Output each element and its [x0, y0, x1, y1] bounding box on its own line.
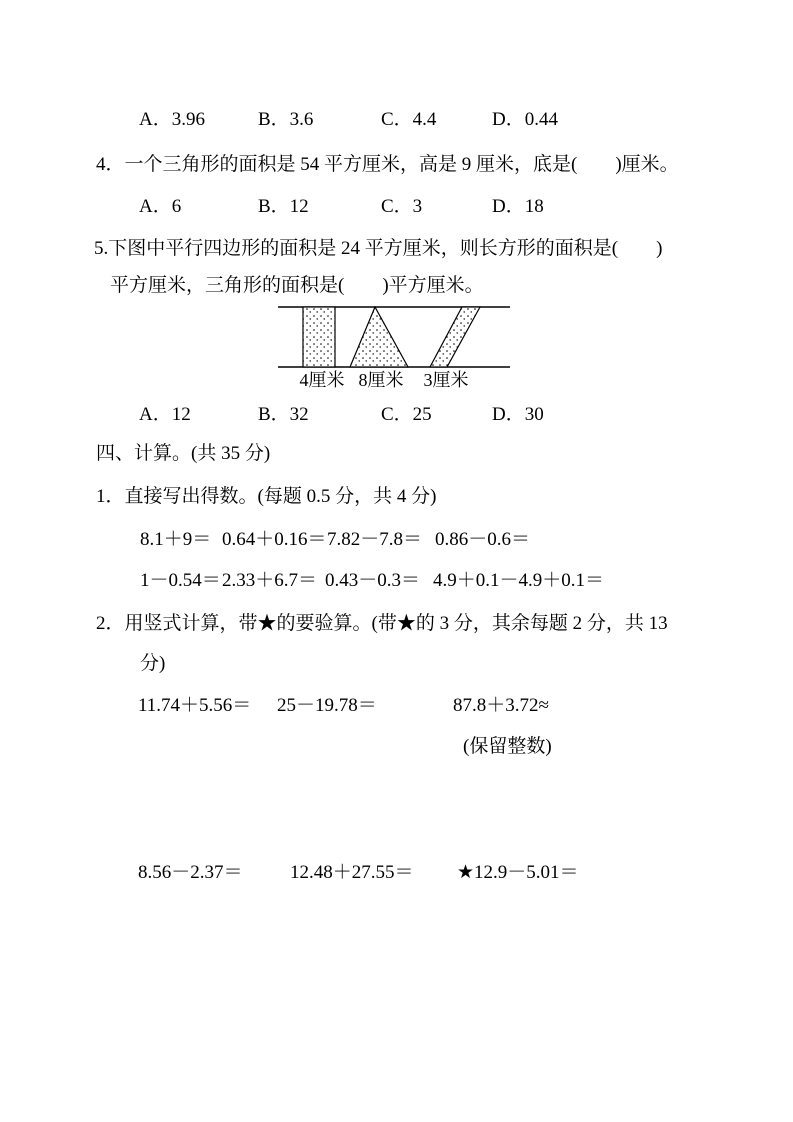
mental-math-row-1	[0, 524, 793, 548]
q5-options-row	[0, 399, 793, 423]
q5-option-b: B．32	[258, 404, 309, 425]
q5-figure	[270, 300, 520, 395]
q4-option-c: C．3	[381, 196, 423, 217]
expression: 0.64＋0.16＝	[222, 529, 327, 550]
calc-item2-title-line2: 分)	[140, 653, 166, 674]
q3-option-c: C．4.4	[381, 109, 437, 130]
q5-option-d: D．30	[492, 404, 544, 425]
question-5-line2: 平方厘米，三角形的面积是( )平方厘米。	[110, 275, 484, 296]
expression: 7.82－7.8＝	[327, 529, 423, 550]
expression: 1－0.54＝	[140, 570, 221, 591]
vertical-calc-row-2	[0, 857, 793, 881]
triangle-shape	[350, 307, 408, 367]
expression: 12.48＋27.55＝	[290, 862, 414, 883]
q3-option-b: B．3.6	[258, 109, 314, 130]
q4-options-row	[0, 191, 793, 215]
expression: 8.56－2.37＝	[138, 862, 243, 883]
expression: 2.33＋6.7＝	[222, 570, 318, 591]
mental-math-row-2	[0, 565, 793, 589]
expression: 11.74＋5.56＝	[138, 695, 252, 716]
parallelogram-shape	[430, 307, 480, 367]
q3-options-row	[0, 104, 793, 128]
q3-option-d: D．0.44	[492, 109, 558, 130]
triangle-base-label: 8厘米	[358, 370, 404, 390]
question-4-text: 4．一个三角形的面积是 54 平方厘米，高是 9 厘米，底是( )厘米。	[96, 154, 679, 175]
vertical-calc-row-1	[0, 690, 793, 714]
round-to-integer-note: (保留整数)	[463, 736, 552, 757]
q5-option-a: A．12	[139, 404, 191, 425]
question-5-line1: 5.下图中平行四边形的面积是 24 平方厘米，则长方形的面积是( )	[94, 238, 663, 259]
expression: 87.8＋3.72≈	[453, 695, 549, 716]
q3-option-a: A．3.96	[139, 109, 205, 130]
section-4-title: 四、计算。(共 35 分)	[96, 443, 271, 464]
expression: 0.43－0.3＝	[325, 570, 421, 591]
rectangle-shape	[303, 307, 335, 367]
q4-option-b: B．12	[258, 196, 309, 217]
rectangle-base-label: 4厘米	[299, 370, 345, 390]
starred-expression: ★12.9－5.01＝	[457, 862, 579, 883]
q4-option-d: D．18	[492, 196, 544, 217]
parallelogram-base-label: 3厘米	[423, 370, 469, 390]
expression: 8.1＋9＝	[140, 529, 212, 550]
calc-item2-title-line1: 2．用竖式计算，带★的要验算。(带★的 3 分，其余每题 2 分，共 13	[96, 613, 668, 634]
calc-item1-title: 1．直接写出得数。(每题 0.5 分，共 4 分)	[96, 486, 437, 507]
q5-option-c: C．25	[381, 404, 432, 425]
expression: 0.86－0.6＝	[435, 529, 531, 550]
expression: 25－19.78＝	[277, 695, 377, 716]
expression: 4.9＋0.1－4.9＋0.1＝	[433, 570, 605, 591]
q4-option-a: A．6	[139, 196, 182, 217]
